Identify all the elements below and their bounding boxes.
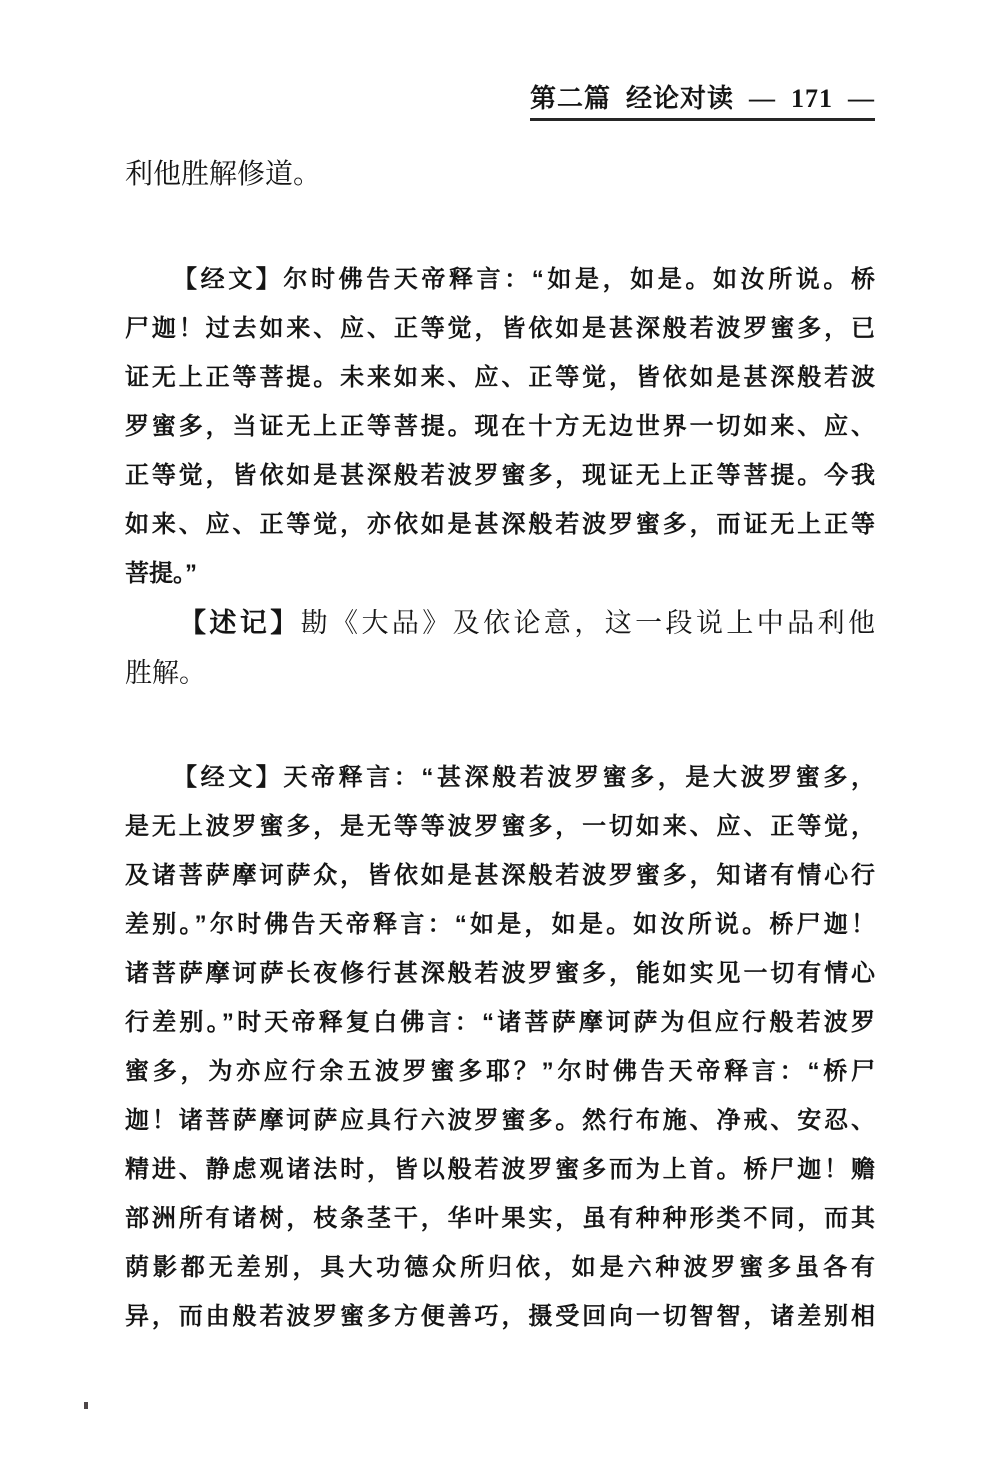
- text-line: 菩提。”: [125, 560, 197, 587]
- text-line: 证无上正等菩提。未来如来、应、正等觉，皆依如是甚深般若波: [125, 364, 875, 391]
- text-line-run: 尔时佛告天帝释言：“如是，如是。如汝所说。桥: [283, 266, 876, 293]
- running-header-text: 第二篇 经论对读 — 171 —: [530, 86, 875, 121]
- text-line-run: 天帝释言：“甚深般若波罗蜜多，是大波罗蜜多，: [283, 764, 876, 791]
- text-line: 迦！诸菩萨摩诃萨应具行六波罗蜜多。然行布施、净戒、安忍、: [125, 1107, 875, 1134]
- text-line: [125, 753, 875, 802]
- text-line: [125, 255, 875, 304]
- text-line: 及诸菩萨摩诃萨众，皆依如是甚深般若波罗蜜多，知诸有情心行: [125, 862, 875, 889]
- text-line: 部洲所有诸树，枝条茎干，华叶果实，虽有种种形类不同，而其: [125, 1205, 875, 1232]
- text-line: 罗蜜多，当证无上正等菩提。现在十方无边世界一切如来、应、: [125, 413, 875, 440]
- text-line: [125, 598, 875, 648]
- text-line: 差别。”尔时佛告天帝释言：“如是，如是。如汝所说。桥尸迦！: [125, 911, 875, 938]
- text-line: 诸菩萨摩诃萨长夜修行甚深般若波罗蜜多，能如实见一切有情心: [125, 960, 875, 987]
- text-line: 尸迦！过去如来、应、正等觉，皆依如是甚深般若波罗蜜多，已: [125, 315, 875, 342]
- text-line: 正等觉，皆依如是甚深般若波罗蜜多，现证无上正等菩提。今我: [125, 462, 875, 489]
- text-line: 异，而由般若波罗蜜多方便善巧，摄受回向一切智智，诸差别相: [125, 1303, 875, 1330]
- scan-artifact-dot: [84, 1402, 88, 1409]
- text-line: 行差别。”时天帝释复白佛言：“诸菩萨摩诃萨为但应行般若波罗: [125, 1009, 875, 1036]
- commentary-label: 【述记】: [179, 608, 301, 638]
- running-header: [125, 0, 875, 121]
- text-line-run: 勘《大品》及依论意，这一段说上中品利他: [300, 608, 876, 638]
- commentary-paragraph: [125, 598, 875, 698]
- sutra-label: 【经文】: [173, 764, 284, 791]
- text-line: 胜解。: [125, 658, 206, 688]
- text-line: 如来、应、正等觉，亦依如是甚深般若波罗蜜多，而证无上正等: [125, 511, 875, 538]
- sutra-paragraph: [125, 255, 875, 598]
- sutra-label: 【经文】: [173, 266, 284, 293]
- continuation-line: 利他胜解修道。: [125, 159, 322, 190]
- text-line: 精进、静虑观诸法时，皆以般若波罗蜜多而为上首。桥尸迦！赡: [125, 1156, 875, 1183]
- text-line: 荫影都无差别，具大功德众所归依，如是六种波罗蜜多虽各有: [125, 1254, 875, 1281]
- text-line: 蜜多，为亦应行余五波罗蜜多耶？”尔时佛告天帝释言：“桥尸: [125, 1058, 875, 1085]
- text-line: 是无上波罗蜜多，是无等等波罗蜜多，一切如来、应、正等觉，: [125, 813, 875, 840]
- page-body: [125, 157, 875, 1341]
- sutra-paragraph: [125, 753, 875, 1341]
